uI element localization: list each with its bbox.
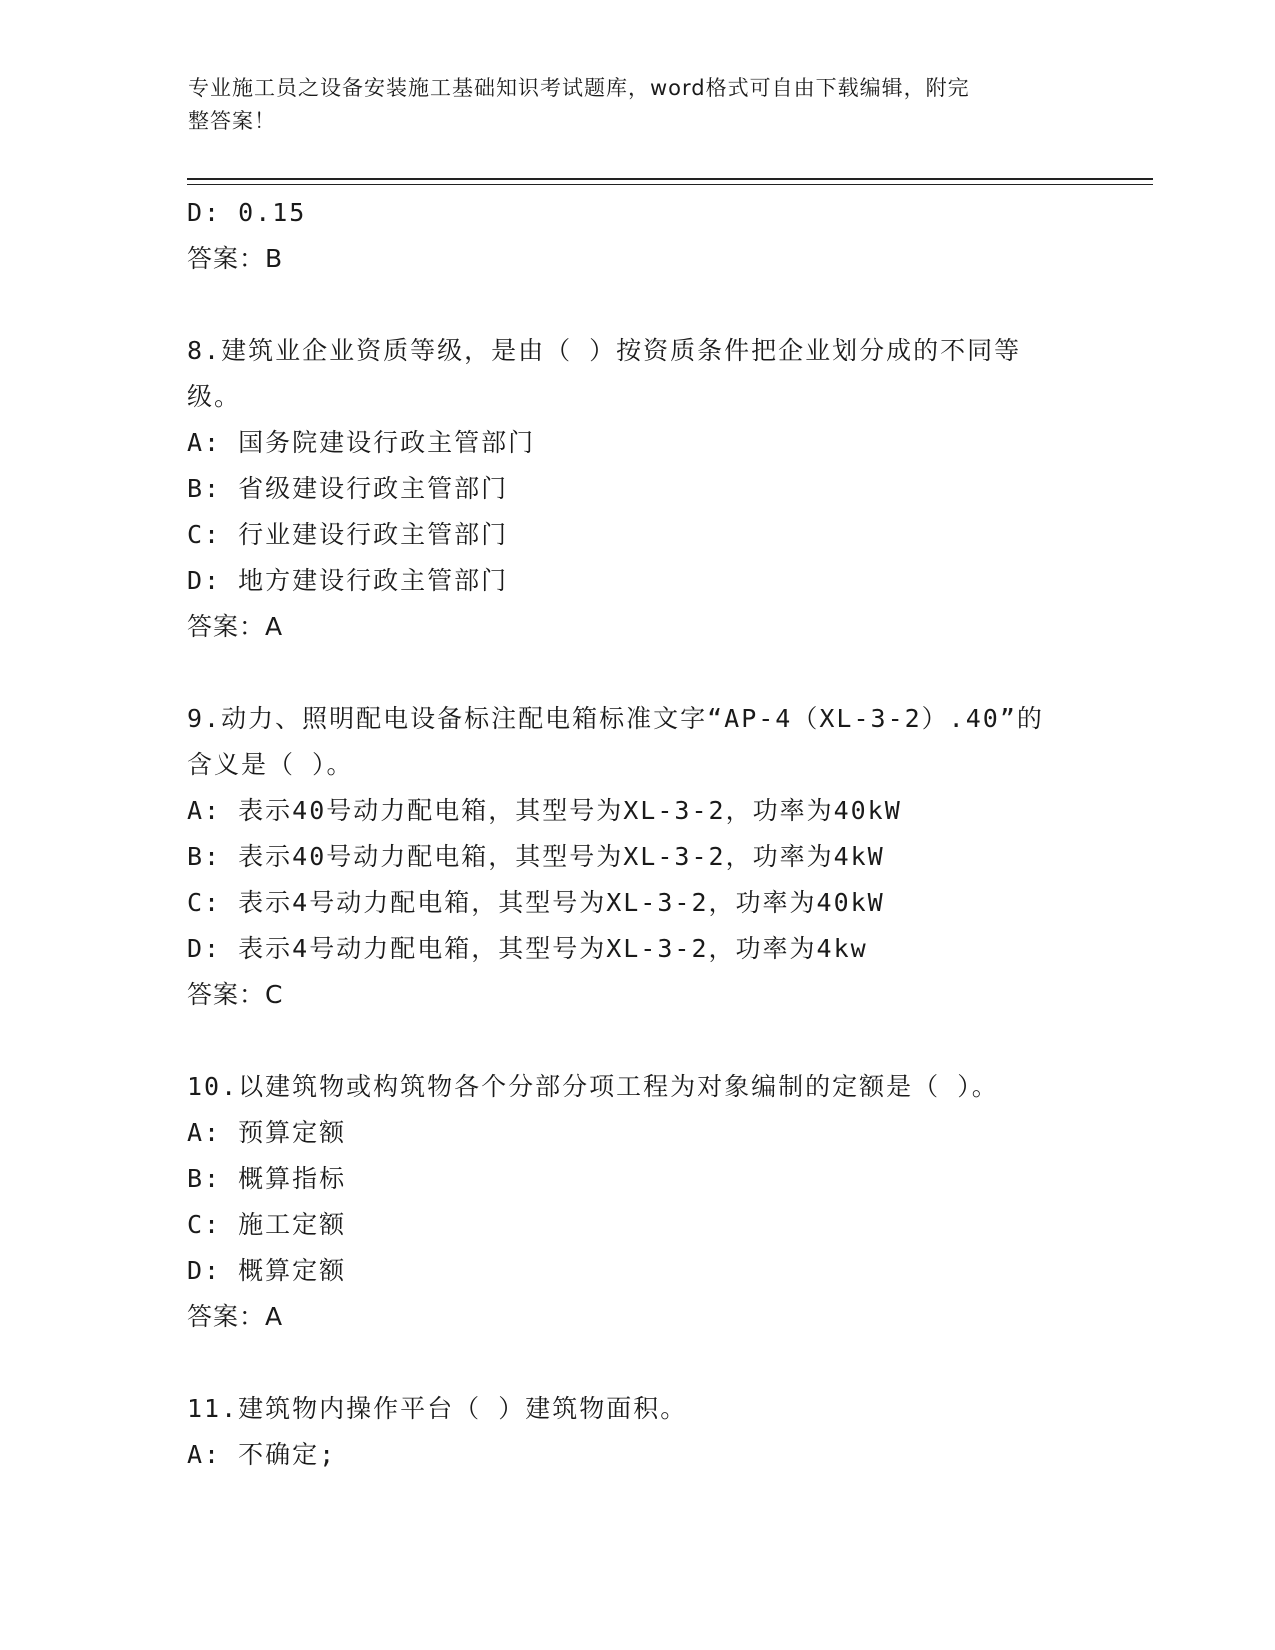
option-c: C: 表示4号动力配电箱，其型号为XL-3-2，功率为40kW (187, 888, 885, 917)
option-b: B: 省级建设行政主管部门 (187, 474, 509, 503)
option-a: A: 表示40号动力配电箱，其型号为XL-3-2，功率为40kW (187, 796, 902, 825)
option-d: D: 0.15 (187, 198, 307, 227)
document-body (187, 190, 1087, 1478)
question-10 (187, 1064, 1087, 1340)
question-stem: 8.建筑业企业资质等级，是由（ ）按资质条件把企业划分成的不同等 (187, 336, 1022, 365)
question-stem-cont: 级。 (187, 382, 242, 411)
previous-question-tail (187, 190, 1087, 282)
question-stem-cont: 含义是（ ）。 (187, 750, 354, 779)
option-c: C: 行业建设行政主管部门 (187, 520, 509, 549)
option-a: A: 预算定额 (187, 1118, 347, 1147)
answer-line: 答案：A (187, 612, 284, 641)
answer-line: 答案：A (187, 1302, 284, 1331)
document-header (188, 72, 1068, 138)
question-11 (187, 1386, 1087, 1478)
header-divider-thin (187, 184, 1153, 185)
option-a: A: 国务院建设行政主管部门 (187, 428, 536, 457)
option-a: A: 不确定; (187, 1440, 337, 1469)
question-stem: 11.建筑物内操作平台（ ）建筑物面积。 (187, 1394, 688, 1423)
option-b: B: 表示40号动力配电箱，其型号为XL-3-2，功率为4kW (187, 842, 885, 871)
option-b: B: 概算指标 (187, 1164, 347, 1193)
question-stem: 10.以建筑物或构筑物各个分部分项工程为对象编制的定额是（ ）。 (187, 1072, 999, 1101)
question-8 (187, 328, 1087, 650)
option-d: D: 地方建设行政主管部门 (187, 566, 509, 595)
question-9 (187, 696, 1087, 1018)
header-divider-thick (187, 178, 1153, 180)
header-line-1: 专业施工员之设备安装施工基础知识考试题库，word格式可自由下载编辑，附完 (188, 76, 970, 100)
answer-line: 答案：C (187, 980, 284, 1009)
header-line-2: 整答案！ (188, 109, 276, 133)
answer-line: 答案：B (187, 244, 284, 273)
question-stem: 9.动力、照明配电设备标注配电箱标准文字“AP-4（XL-3-2）.40”的 (187, 704, 1044, 733)
option-c: C: 施工定额 (187, 1210, 347, 1239)
option-d: D: 表示4号动力配电箱，其型号为XL-3-2，功率为4kw (187, 934, 868, 963)
option-d: D: 概算定额 (187, 1256, 347, 1285)
